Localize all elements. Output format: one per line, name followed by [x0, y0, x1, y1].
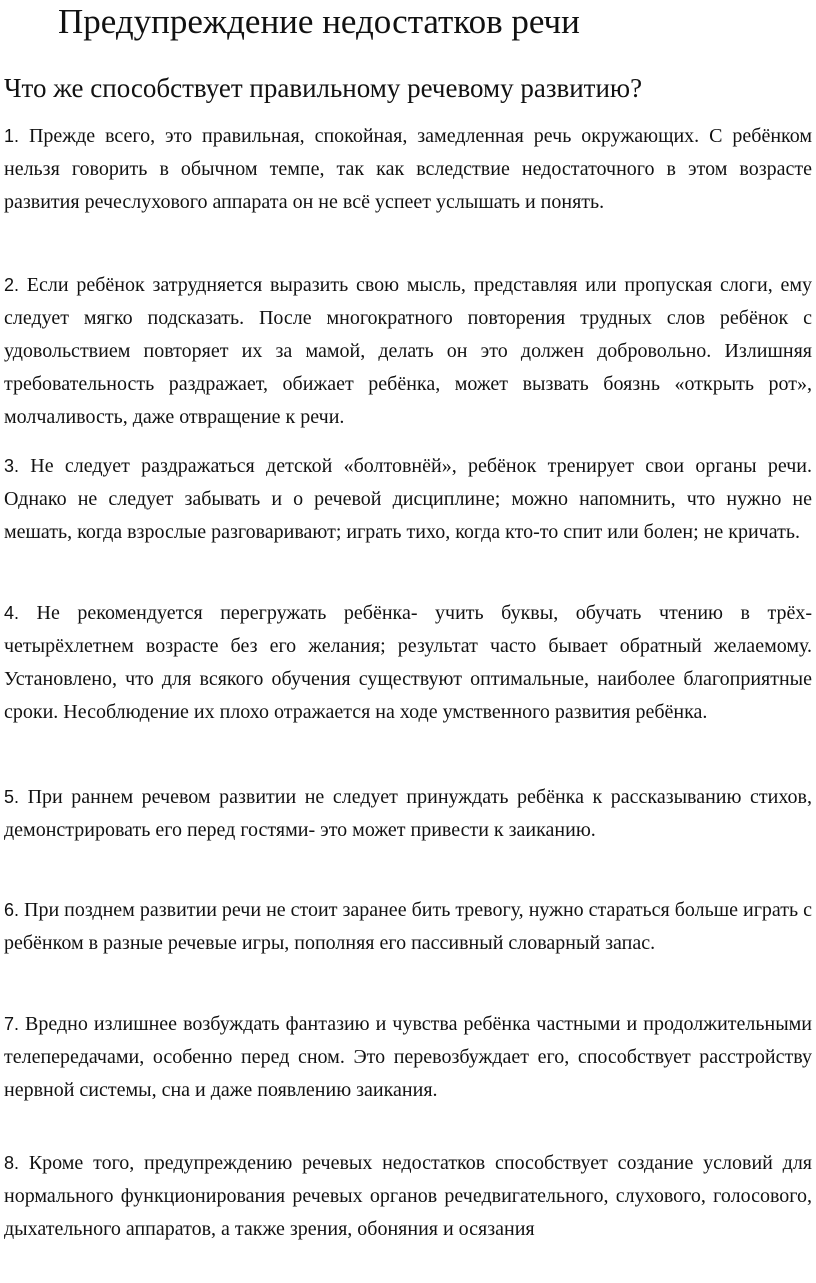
list-item-number: 3. [4, 456, 20, 476]
list-item-1 [4, 120, 812, 219]
list-item-text: Вредно излишнее возбуждать фантазию и чувства ребёнка частными и продолжительными телепередачами, особенно перед сном. Это перевозбуждает его, способствует расстройству нервной системы, сна и даже появлению заикания. [4, 1013, 812, 1101]
page-title: Предупреждение недостатков речи [58, 2, 580, 41]
page-subtitle: Что же способствует правильному речевому развитию? [4, 73, 643, 103]
list-item-text: При раннем речевом развитии не следует принуждать ребёнка к рассказыванию стихов, демонстрировать его перед гостями- это может привести к заиканию. [4, 786, 812, 841]
list-item-number: 1. [4, 126, 20, 146]
list-item-8 [4, 1147, 812, 1246]
list-item-number: 7. [4, 1014, 20, 1034]
list-item-3 [4, 450, 812, 549]
list-item-number: 5. [4, 787, 20, 807]
list-item-number: 6. [4, 900, 20, 920]
list-item-number: 4. [4, 603, 20, 623]
list-item-text: Если ребёнок затрудняется выразить свою мысль, представляя или пропуская слоги, ему следует мягко подсказать. После многократного повторения трудных слов ребёнок с удовольствием повторяет их за мамой, делать он это должен добровольно. Излишняя требовательность раздражает, обижает ребёнка, может вызвать боязнь «открыть рот», молчаливость, даже отвращение к речи. [4, 274, 813, 428]
list-item-text: Не рекомендуется перегружать ребёнка- учить буквы, обучать чтению в трёх- четырёхлетнем возрасте без его желания; результат часто бывает обратный желаемому. Установлено, что для всякого обучения существуют оптимальные, наиболее благоприятные сроки. Несоблюдение их плохо отражается на ходе умственного развития ребёнка. [4, 602, 812, 723]
list-item-text: Прежде всего, это правильная, спокойная, замедленная речь окружающих. С ребёнком нельзя говорить в обычном темпе, так как вследствие недостаточного в этом возрасте развития речеслухового аппарата он не всё успеет услышать и понять. [4, 125, 813, 213]
list-item-text: Не следует раздражаться детской «болтовнёй», ребёнок тренирует свои органы речи. Однако не следует забывать и о речевой дисциплине; можно напомнить, что нужно не мешать, когда взрослые разговаривают; играть тихо, когда кто-то спит или болен; не кричать. [4, 455, 813, 543]
list-item-number: 2. [4, 275, 20, 295]
list-item-7 [4, 1008, 812, 1107]
list-item-4 [4, 597, 812, 729]
list-item-6 [4, 894, 812, 960]
list-item-text: При позднем развитии речи не стоит заранее бить тревогу, нужно стараться больше играть с ребёнком в разные речевые игры, пополняя его пассивный словарный запас. [4, 899, 813, 954]
list-item-number: 8. [4, 1153, 20, 1173]
list-item-text: Кроме того, предупреждению речевых недостатков способствует создание условий для нормального функционирования речевых органов речедвигательного, слухового, голосового, дыхательного аппаратов, а также зрения, обоняния и осязания [4, 1152, 813, 1240]
list-item-5 [4, 781, 812, 847]
list-item-2 [4, 269, 812, 434]
